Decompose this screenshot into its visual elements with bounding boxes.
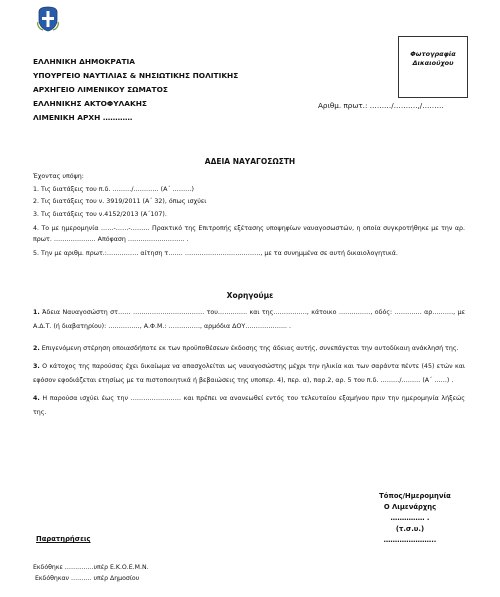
considerations-section xyxy=(33,172,465,260)
photo-label-line1: Φωτογραφία xyxy=(410,50,456,58)
footer-issued-ekoemn: Εκδόθηκε …………..υπέρ Ε.Κ.Ο.Ε.Μ.Ν. xyxy=(33,564,149,571)
photo-label-line2: Δικαιούχου xyxy=(412,59,454,67)
consideration-item-5: 5. Την με αριθμ. πρωτ.:…………… αίτηση τ……. ………………………………, με τα συνημμένα σε αυτή δικαιολογητικά. xyxy=(33,250,398,257)
consideration-item-4: 4. Το με ημερομηνία ……-……-……… Πρακτικό της Επιτροπής εξέτασης υποψηφίων ναυαγοσωστών, η οποία συγκροτήθηκε με την αρ. πρωτ. ……………….. Απόφαση ……………………… . xyxy=(33,225,465,243)
header-headquarters: ΑΡΧΗΓΕΙΟ ΛΙΜΕΝΙΚΟΥ ΣΩΜΑΤΟΣ xyxy=(33,85,168,94)
consideration-item-1: 1. Τις διατάξεις του π.δ. ………/………… (Α΄ ………) xyxy=(33,185,194,193)
header-coast-guard: ΕΛΛΗΝΙΚΗΣ ΑΚΤΟΦΥΛΑΚΗΣ xyxy=(33,99,147,108)
grant-number: 3. xyxy=(33,363,40,370)
greek-emblem-logo xyxy=(36,6,60,32)
header-ministry: ΥΠΟΥΡΓΕΙΟ ΝΑΥΤΙΛΙΑΣ & ΝΗΣΙΩΤΙΚΗΣ ΠΟΛΙΤΙΚΗΣ xyxy=(33,71,239,80)
grant-number: 4. xyxy=(33,395,40,402)
port-master-title: Ο Λιμενάρχης xyxy=(383,503,437,511)
grant-item-1 xyxy=(33,306,465,334)
header-block xyxy=(33,55,238,125)
consideration-item-2: 2. Τις διατάξεις του ν. 3919/2011 (Α΄ 32), όπως ισχύει xyxy=(33,198,207,205)
document-title: ΑΔΕΙΑ ΝΑΥΑΓΟΣΩΣΤΗ xyxy=(204,157,296,166)
place-date-label: Τόπος/Ημερομηνία xyxy=(379,492,451,500)
photo-placeholder-box xyxy=(398,36,468,98)
remarks-label: Παρατηρήσεις xyxy=(36,535,91,543)
grant-item-2 xyxy=(33,342,465,356)
header-port-authority: ΛΙΜΕΝΙΚΗ ΑΡΧΗ ………… xyxy=(33,113,133,122)
header-republic: ΕΛΛΗΝΙΚΗ ΔΗΜΟΚΡΑΤΙΑ xyxy=(33,57,136,66)
signature-dots: …………… . xyxy=(390,514,430,522)
grant-heading: Χορηγούμε xyxy=(226,291,274,300)
stamp-label: (τ.σ.υ.) xyxy=(395,525,425,533)
grant-number: 2. xyxy=(33,345,40,352)
protocol-number: Αριθμ. πρωτ.: ………/……….,/……… xyxy=(318,101,444,110)
grant-number: 1. xyxy=(33,309,40,316)
grant-text: Η παρούσα ισχύει έως την …………………… και πρέπει να ανανεωθεί εντός του τελευταίου εξαμήνου πριν την ημερομηνία λήξεώς της. xyxy=(33,395,465,416)
grant-text: Ο κάτοχος της παρούσας έχει δικαίωμα να απασχολείται ως ναυαγοσώστης μέχρι την ηλικία και των σαράντα πέντε (45) ετών και εφόσον εφοδιάζεται ετησίως με τα πιστοποιητικά ή βεβαιώσεις της υποπερ. 4), περ. α), παρ.2, αρ. 5 του π.δ. ………/……… (Α΄ ……) . xyxy=(33,363,465,384)
considerations-intro: Έχοντας υπόψη: xyxy=(33,173,84,180)
footer-block xyxy=(33,562,149,584)
grant-text: Επιγενόμενη στέρηση οποιασδήποτε εκ των προϋποθέσεων έκδοσης της άδειας αυτής, συνεπάγεται την αυτοδίκαιη ανάκλησή της. xyxy=(39,345,459,352)
grant-item-3 xyxy=(33,360,465,388)
signature-block xyxy=(330,491,470,546)
grants-section xyxy=(33,306,465,420)
grant-text: Άδεια Ναυαγοσώστη στ…… ……………………………. του………….. και της……………., κάτοικο ……………, οδός: …………. αρ.………, με Α.Δ.Τ. (ή διαβατηρίου): ……………, Α.Φ.Μ.: ……………, αρμόδια ΔΟΥ……………….. . xyxy=(33,309,465,330)
grant-item-4 xyxy=(33,392,465,420)
consideration-item-3: 3. Τις διατάξεις του ν.4152/2013 (Α΄107). xyxy=(33,210,167,218)
footer-issued-public: Εκδόθηκαν ………. υπέρ Δημοσίου xyxy=(35,575,140,582)
signature-dots-bottom: ………………….. xyxy=(383,536,437,544)
